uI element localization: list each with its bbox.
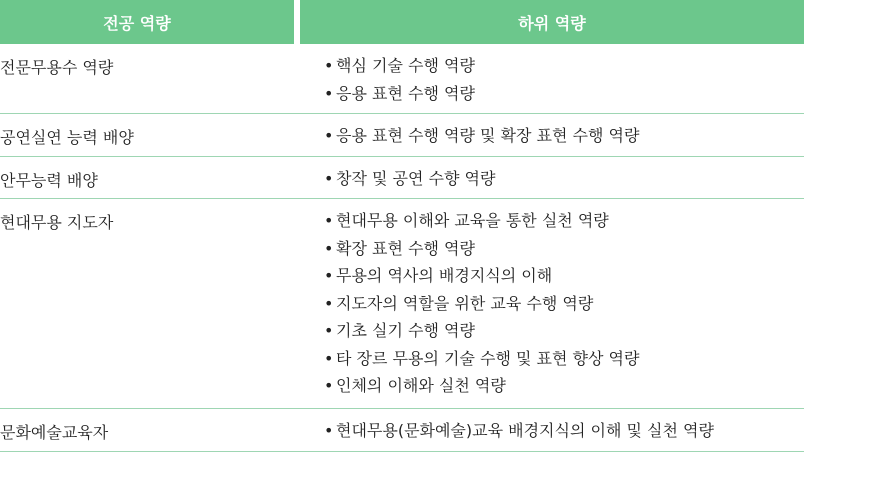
table-row bbox=[0, 44, 804, 114]
bullet-icon: • bbox=[324, 56, 334, 75]
sub-competency-cell bbox=[0, 409, 714, 451]
bullet-icon: • bbox=[324, 348, 334, 368]
major-competency-cell: 문화예술교육자 bbox=[0, 423, 109, 442]
header-sub-competency: 하위 역량 bbox=[300, 0, 804, 44]
major-competency-cell: 현대무용 지도자 bbox=[0, 213, 114, 232]
sub-competency-text: 응용 표현 수행 역량 bbox=[336, 83, 475, 103]
sub-competency-text: 확장 표현 수행 역량 bbox=[336, 238, 475, 258]
sub-competency-item bbox=[324, 345, 640, 373]
sub-competency-text: 응용 표현 수행 역량 및 확장 표현 수행 역량 bbox=[336, 126, 640, 145]
sub-competency-item bbox=[324, 122, 640, 150]
sub-competency-cell bbox=[0, 157, 496, 198]
sub-competency-item bbox=[324, 52, 490, 80]
sub-competency-text: 타 장르 무용의 기술 수행 및 표현 향상 역량 bbox=[336, 348, 640, 368]
sub-competency-item bbox=[324, 317, 490, 345]
major-competency-cell: 전문무용수 역량 bbox=[0, 58, 114, 77]
bullet-icon: • bbox=[324, 238, 334, 258]
sub-competency-cell bbox=[0, 199, 640, 408]
table-header bbox=[0, 0, 804, 44]
bullet-icon: • bbox=[324, 211, 334, 230]
sub-competency-text: 핵심 기술 수행 역량 bbox=[336, 56, 475, 75]
sub-competency-item bbox=[324, 235, 490, 263]
sub-competency-item bbox=[324, 372, 506, 400]
sub-competency-text: 기초 실기 수행 역량 bbox=[336, 321, 475, 340]
sub-competency-item bbox=[324, 290, 594, 318]
bullet-icon: • bbox=[324, 266, 334, 285]
sub-competency-item bbox=[324, 207, 609, 235]
table-row bbox=[0, 199, 804, 409]
major-competency-cell: 공연실연 능력 배양 bbox=[0, 128, 134, 147]
sub-competency-item bbox=[324, 417, 714, 445]
bullet-icon: • bbox=[324, 169, 334, 188]
bullet-icon: • bbox=[324, 126, 334, 145]
bullet-icon: • bbox=[324, 321, 334, 340]
table-row bbox=[0, 114, 804, 157]
sub-competency-text: 창작 및 공연 수향 역량 bbox=[336, 169, 496, 188]
sub-competency-item bbox=[324, 80, 490, 108]
sub-competency-text: 인체의 이해와 실천 역량 bbox=[336, 376, 506, 395]
sub-competency-item bbox=[324, 165, 496, 193]
bullet-icon: • bbox=[324, 376, 334, 395]
bullet-icon: • bbox=[324, 83, 334, 103]
bullet-icon: • bbox=[324, 421, 334, 440]
bullet-icon: • bbox=[324, 293, 334, 313]
sub-competency-text: 현대무용 이해와 교육을 통한 실천 역량 bbox=[336, 211, 609, 230]
sub-competency-text: 현대무용(문화예술)교육 배경지식의 이해 및 실천 역량 bbox=[336, 421, 714, 440]
sub-competency-item bbox=[324, 262, 553, 290]
table-row bbox=[0, 157, 804, 199]
table-row bbox=[0, 409, 804, 452]
sub-competency-cell bbox=[0, 114, 640, 156]
major-competency-cell: 안무능력 배양 bbox=[0, 171, 98, 190]
header-major-competency: 전공 역량 bbox=[0, 0, 294, 44]
sub-competency-cell bbox=[0, 44, 490, 113]
sub-competency-text: 지도자의 역할을 위한 교육 수행 역량 bbox=[336, 293, 594, 313]
sub-competency-text: 무용의 역사의 배경지식의 이해 bbox=[336, 266, 553, 285]
